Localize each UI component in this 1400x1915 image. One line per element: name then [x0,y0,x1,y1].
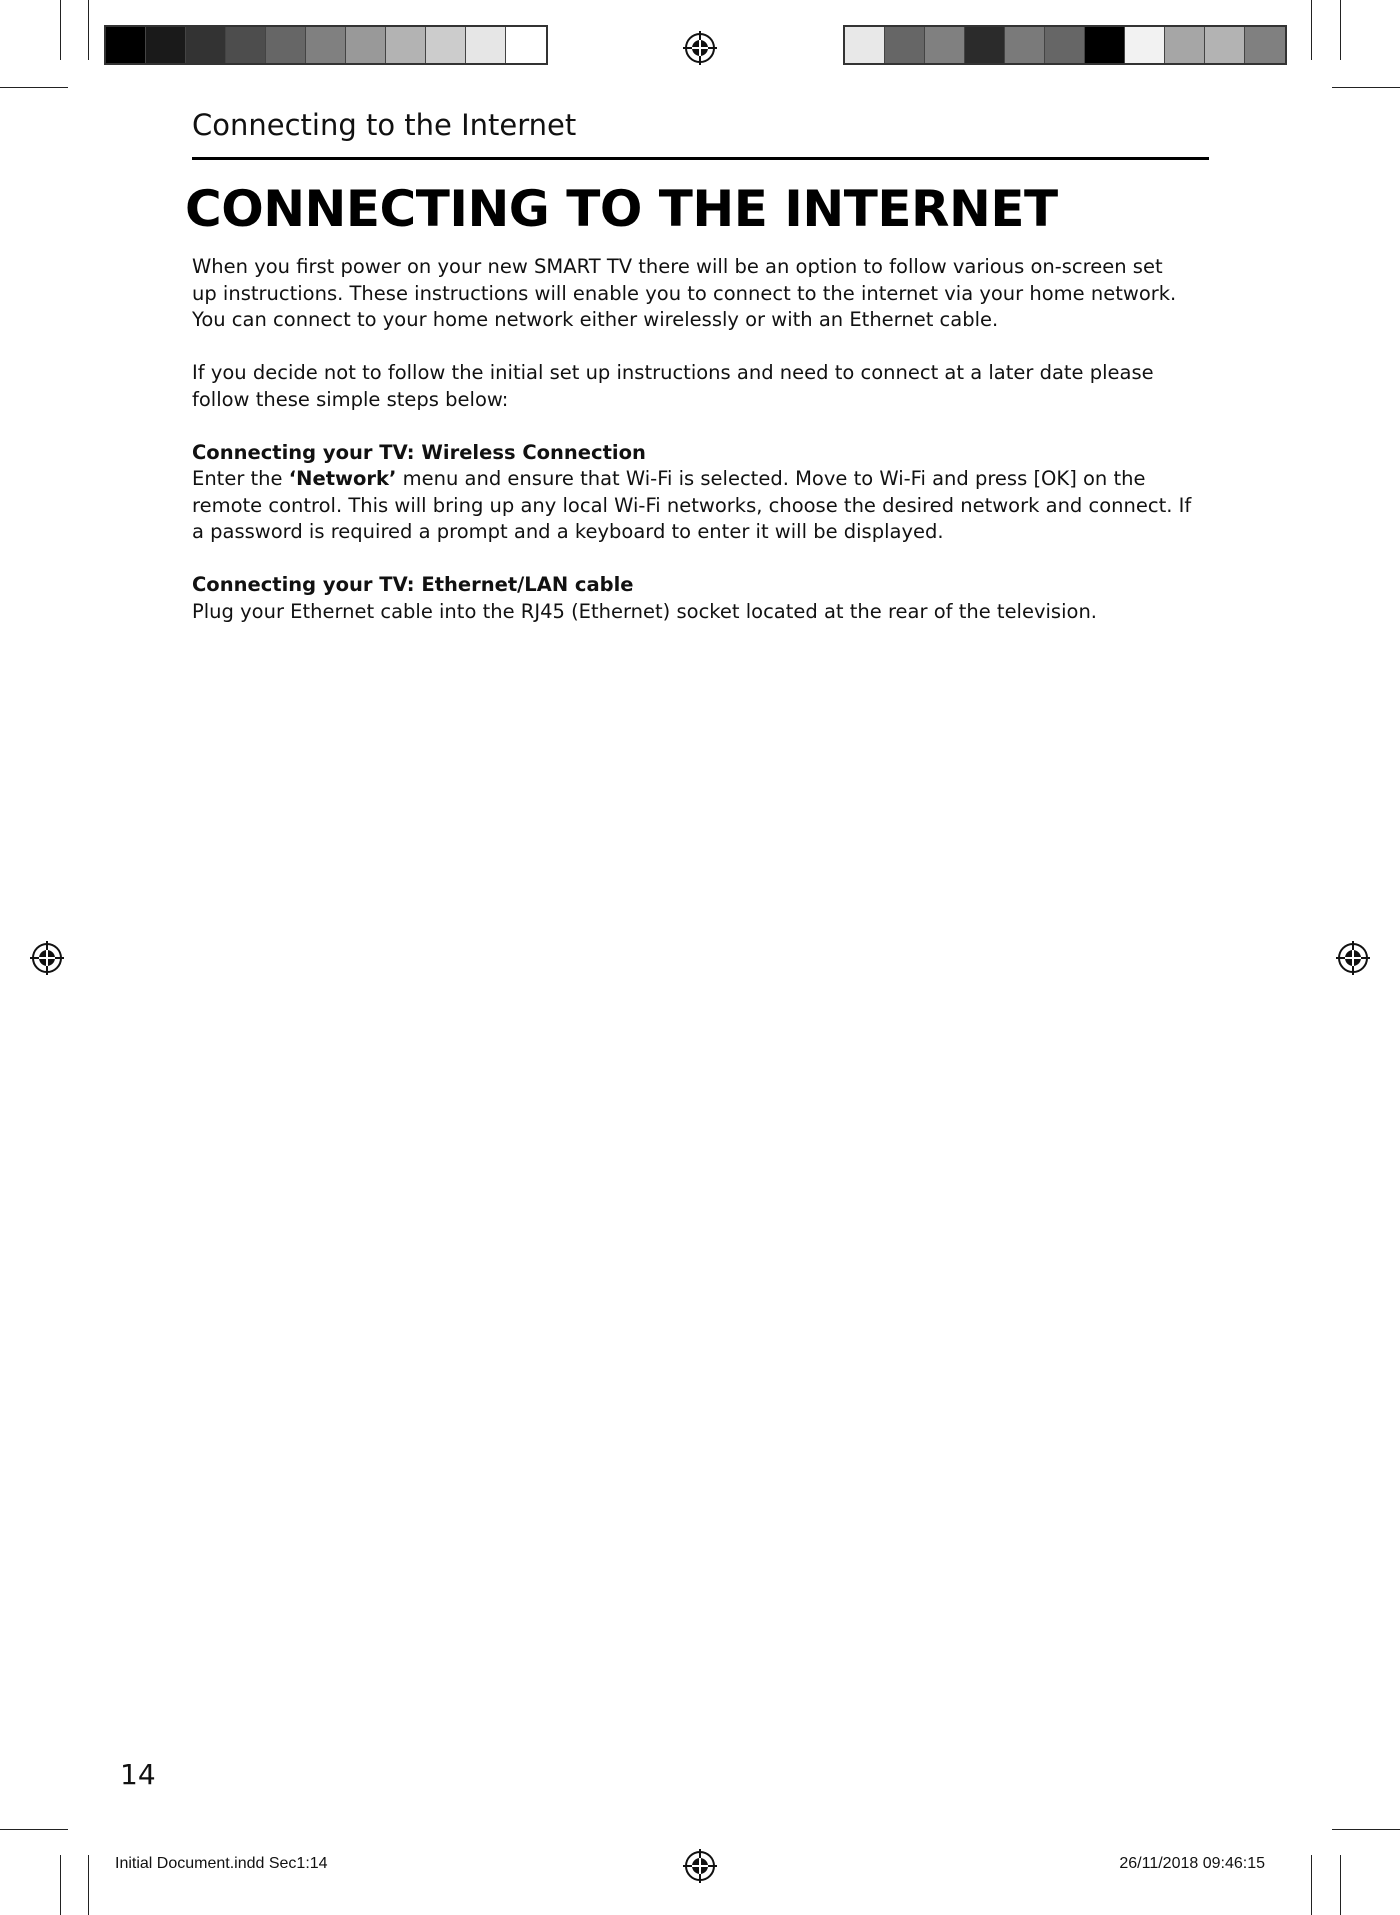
page-title: CONNECTING TO THE INTERNET [185,180,1058,238]
color-swatch [426,27,466,63]
crop-mark [1311,1855,1312,1915]
wireless-text-before: Enter the [192,467,289,490]
wireless-section [192,440,1192,546]
color-swatch [1245,27,1285,63]
color-swatch [1045,27,1085,63]
color-swatch [146,27,186,63]
intro-paragraph: When you first power on your new SMART TV there will be an option to follow various on-screen set up instructions. These instructions will enable you to connect to the internet via your home network. You can connect to your home network either wirelessly or with an Ethernet cable. [192,255,1177,331]
color-swatch [346,27,386,63]
color-swatch [1125,27,1165,63]
color-swatch [506,27,546,63]
crop-mark [1332,87,1400,88]
registration-mark-icon [1336,941,1370,975]
registration-mark-icon [683,31,717,65]
slug-date-time: 26/11/2018 09:46:15 [1119,1855,1265,1872]
wireless-heading: Connecting your TV: Wireless Connection [192,440,646,464]
ethernet-heading: Connecting your TV: Ethernet/LAN cable [192,573,634,596]
color-swatch [845,27,885,63]
color-swatch [1165,27,1205,63]
crop-mark [0,1829,68,1830]
body-text [192,254,1192,652]
header-rule [192,157,1209,160]
color-swatch [885,27,925,63]
page-number: 14 [120,1758,156,1791]
color-swatch [925,27,965,63]
registration-mark-icon [683,1849,717,1883]
network-menu-name: ‘Network’ [288,467,397,490]
crop-mark [0,87,68,88]
crop-mark [1340,1855,1341,1915]
crop-mark [1311,0,1312,60]
color-swatch [965,27,1005,63]
crop-mark [88,1855,89,1915]
color-swatch [466,27,506,63]
ethernet-text: Plug your Ethernet cable into the RJ45 (Ethernet) socket located at the rear of the television. [192,599,1097,623]
later-paragraph: If you decide not to follow the initial set up instructions and need to connect at a later date please follow these simple steps below: [192,361,1154,411]
color-swatch [106,27,146,63]
color-swatch [266,27,306,63]
registration-mark-icon [30,941,64,975]
running-head: Connecting to the Internet [192,108,577,142]
crop-mark [1332,1829,1400,1830]
crop-mark [88,0,89,60]
color-swatch [1085,27,1125,63]
color-swatch [1005,27,1045,63]
ethernet-section [192,572,1192,625]
color-swatch [386,27,426,63]
crop-mark [60,0,61,60]
color-swatch [1205,27,1245,63]
color-swatch [306,27,346,63]
crop-mark [1340,0,1341,60]
crop-mark [60,1855,61,1915]
wireless-text-after: menu and ensure that Wi-Fi is selected. Move to Wi-Fi and press [OK] on the remote control. This will bring up any local Wi-Fi networks, choose the desired network and connect. If a password is required a prompt and a keyboard to enter it will be displayed. [192,467,1192,543]
right-color-bar [843,25,1287,65]
slug-file: Initial Document.indd Sec1:14 [115,1855,328,1872]
color-swatch [226,27,266,63]
left-color-bar [104,25,548,65]
color-swatch [186,27,226,63]
